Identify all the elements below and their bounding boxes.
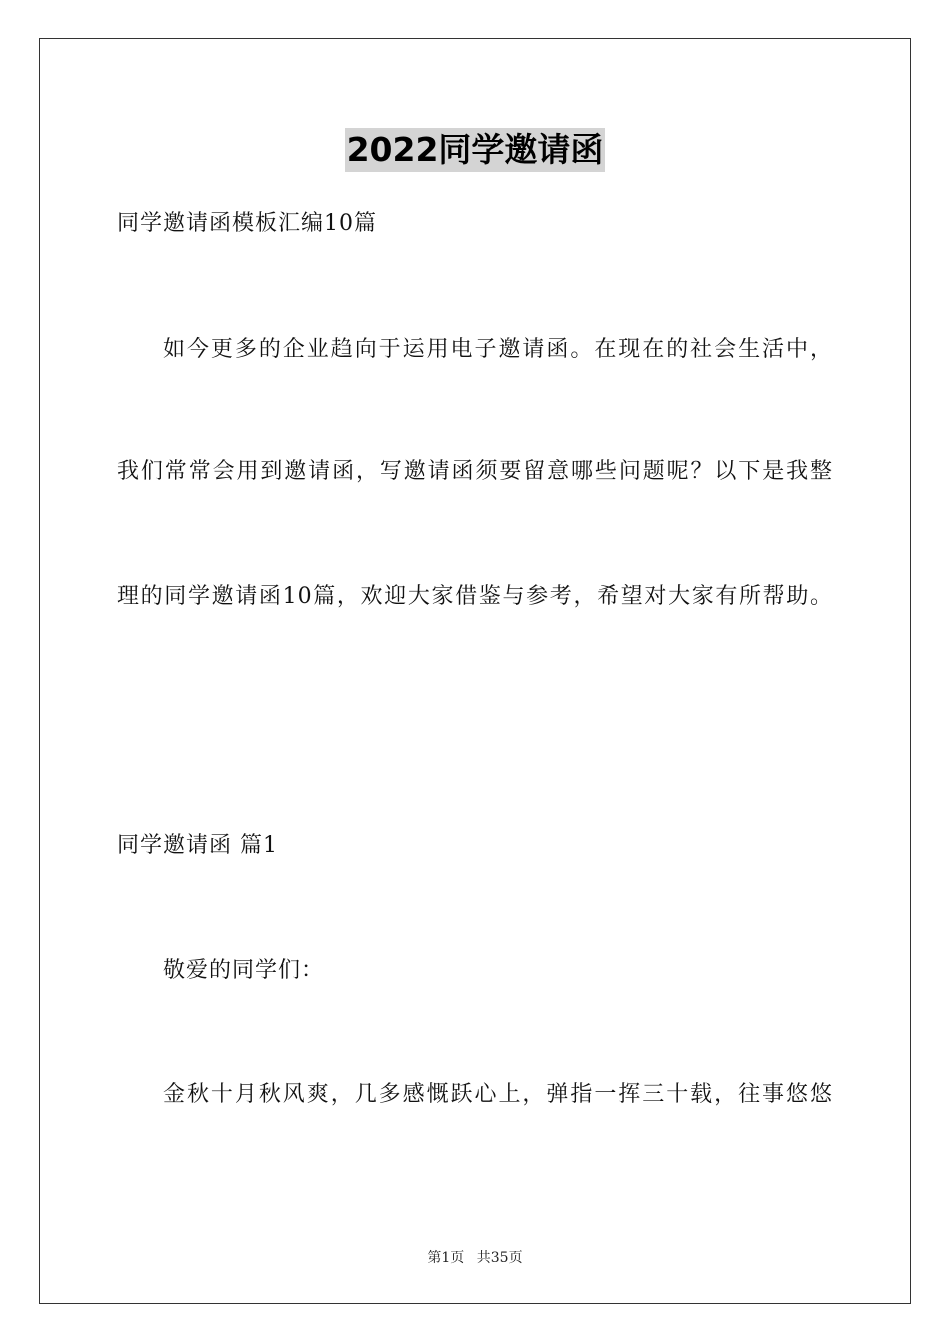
page-footer: [0, 1249, 950, 1267]
paragraph-line-1: 如今更多的企业趋向于运用电子邀请函。在现在的社会生活中，: [163, 337, 833, 362]
section-heading: 同学邀请函 篇1: [117, 833, 278, 858]
document-title-wrap: [0, 128, 950, 172]
document-title: 2022同学邀请函: [345, 128, 606, 172]
paragraph-line-2: 我们常常会用到邀请函，写邀请函须要留意哪些问题呢？以下是我整: [117, 459, 833, 484]
paragraph-line-3: 理的同学邀请函10篇，欢迎大家借鉴与参考，希望对大家有所帮助。: [117, 584, 833, 609]
page-current: 第1页: [427, 1250, 465, 1266]
subtitle: 同学邀请函模板汇编10篇: [117, 211, 377, 236]
page-total: 共35页: [476, 1250, 523, 1266]
salutation: 敬爱的同学们：: [163, 958, 325, 983]
body-line: 金秋十月秋风爽，几多感慨跃心上，弹指一挥三十载，往事悠悠: [163, 1082, 833, 1107]
